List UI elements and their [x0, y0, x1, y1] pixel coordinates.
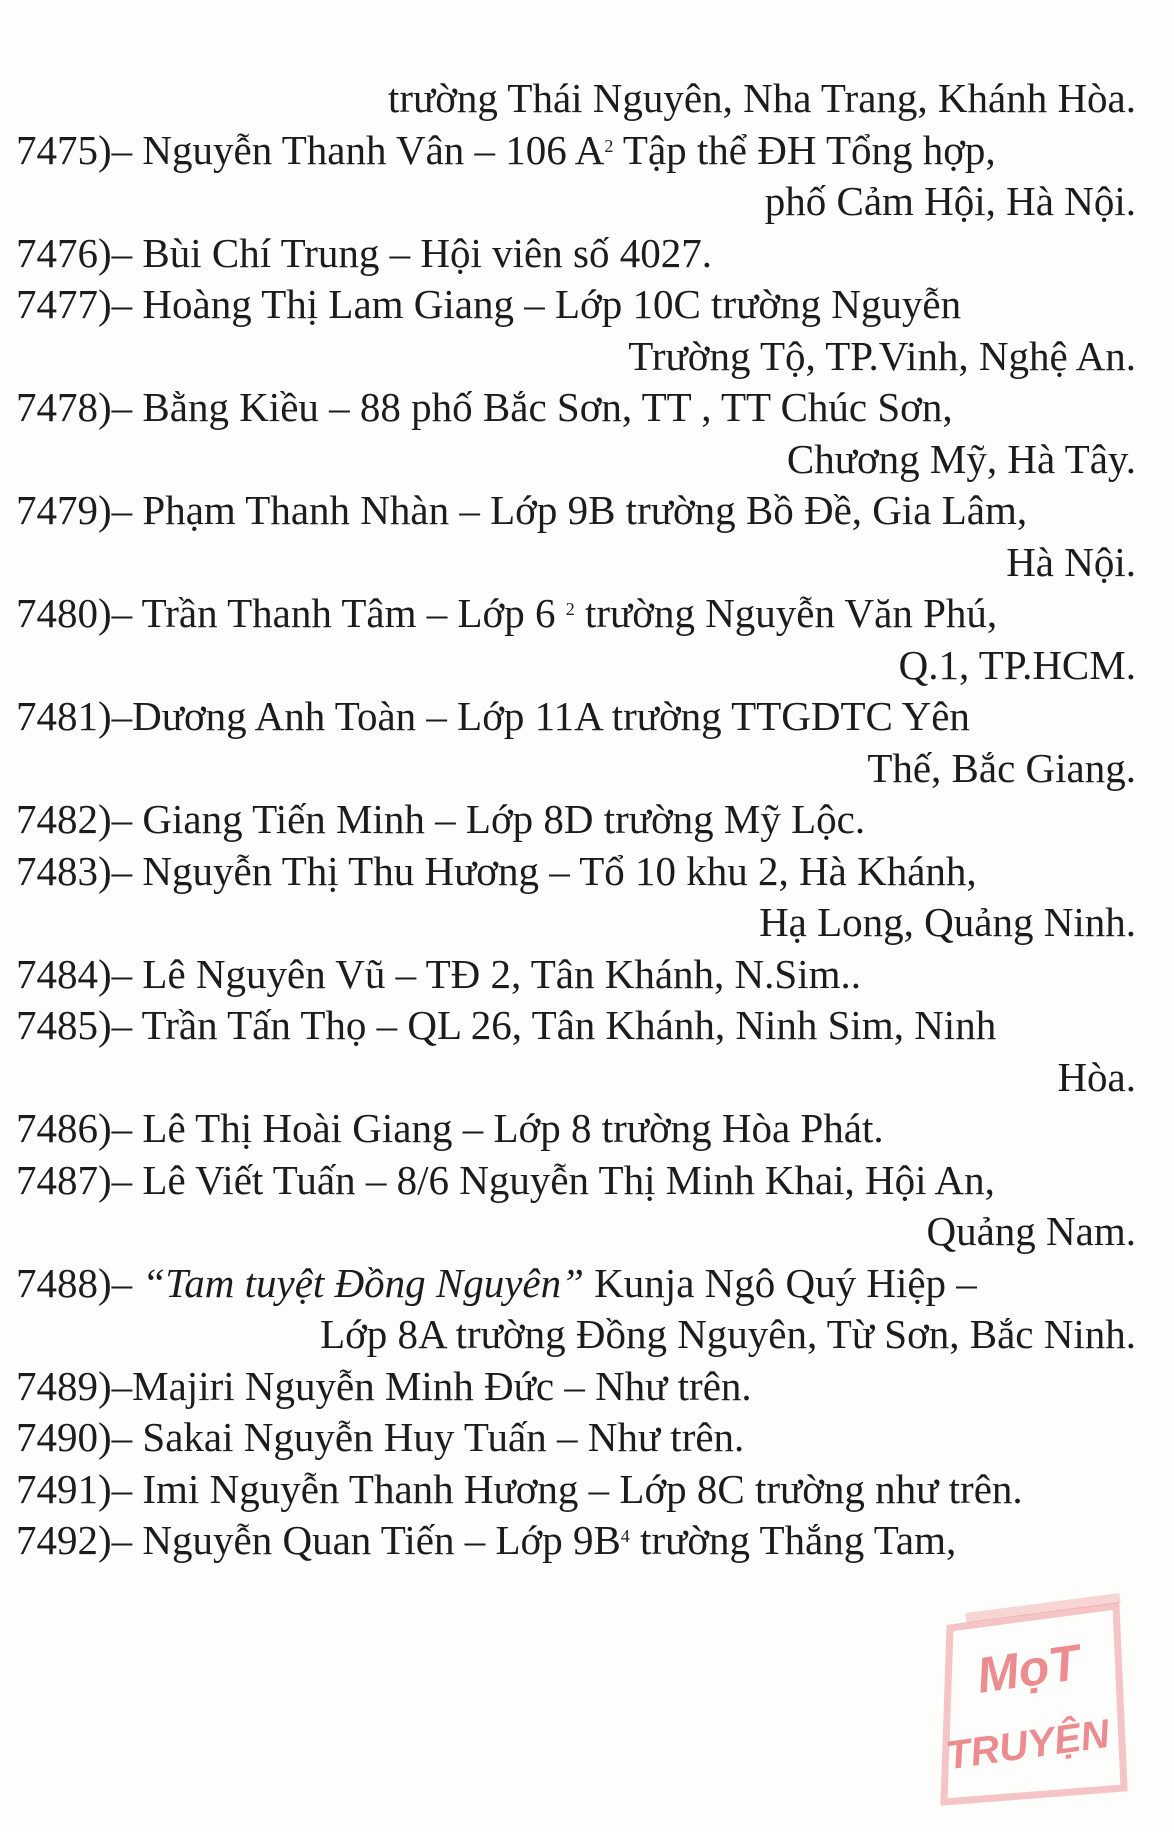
entry-number: 7481)–	[16, 693, 133, 739]
entry-number: 7487)–	[16, 1157, 133, 1203]
entry-7486	[16, 1098, 1136, 1158]
entry-number: 7480)–	[16, 590, 133, 636]
entry-7475-continuation	[0, 171, 1136, 231]
entry-text: Nguyễn Quan Tiến – Lớp 9B	[132, 1517, 621, 1563]
entry-number: 7490)–	[16, 1414, 133, 1460]
entry-7474-continuation	[0, 68, 1136, 128]
entry-number: 7489)–	[16, 1363, 133, 1409]
entry-number: 7492)–	[16, 1517, 133, 1563]
superscript: 2	[565, 599, 575, 619]
entry-text: Lê Thị Hoài Giang – Lớp 8 trường Hòa Phát.	[132, 1105, 884, 1151]
continuation-text: Chương Mỹ, Hà Tây.	[786, 436, 1136, 482]
entry-text: Majiri Nguyễn Minh Đức – Như trên.	[132, 1363, 752, 1409]
entry-text: Hoàng Thị Lam Giang – Lớp 10C trường Nguyễn	[132, 281, 962, 327]
watermark-logo	[920, 1588, 1136, 1820]
continuation-text: Hạ Long, Quảng Ninh.	[759, 899, 1136, 945]
entry-text: Imi Nguyễn Thanh Hương – Lớp 8C trường như trên.	[132, 1466, 1023, 1512]
entry-7477	[16, 274, 1136, 334]
entry-text: Trần Tấn Thọ – QL 26, Tân Khánh, Ninh Sim, Ninh	[132, 1002, 997, 1048]
continuation-text: Lớp 8A trường Đồng Nguyên, Từ Sơn, Bắc Ninh.	[320, 1311, 1136, 1357]
continuation-text: phố Cảm Hội, Hà Nội.	[764, 178, 1136, 224]
continuation-text: Trường Tộ, TP.Vinh, Nghệ An.	[628, 333, 1136, 379]
watermark-line-1: MọT	[973, 1634, 1083, 1704]
entry-text-rest: trường Nguyễn Văn Phú,	[574, 590, 998, 636]
entry-number: 7483)–	[16, 848, 133, 894]
entry-text: Bằng Kiều – 88 phố Bắc Sơn, TT , TT Chúc Sơn,	[132, 384, 953, 430]
entry-text: Dương Anh Toàn – Lớp 11A trường TTGDTC Yên	[132, 693, 970, 739]
superscript: 4	[620, 1526, 630, 1546]
entry-7488-continuation	[0, 1304, 1136, 1364]
entry-7478	[16, 377, 1136, 437]
entry-number: 7491)–	[16, 1466, 133, 1512]
entry-7490	[16, 1407, 1136, 1467]
entry-number: 7478)–	[16, 384, 133, 430]
entry-7482	[16, 789, 1136, 849]
entry-number: 7477)–	[16, 281, 133, 327]
entry-text-rest: Tập thể ĐH Tổng hợp,	[613, 127, 996, 173]
entry-text: Sakai Nguyễn Huy Tuấn – Như trên.	[132, 1414, 745, 1460]
entry-7487-continuation	[0, 1201, 1136, 1261]
continuation-text: Hòa.	[1057, 1054, 1136, 1100]
superscript: 2	[604, 136, 614, 156]
entry-number: 7479)–	[16, 487, 133, 533]
entry-7479	[16, 480, 1136, 540]
entry-text: Bùi Chí Trung – Hội viên số 4027.	[132, 230, 712, 276]
entry-number: 7484)–	[16, 951, 133, 997]
entry-italic-title: “Tam tuyệt Đồng Nguyên”	[132, 1260, 584, 1306]
entry-number: 7488)–	[16, 1260, 133, 1306]
entry-text: Nguyễn Thị Thu Hương – Tổ 10 khu 2, Hà Khánh,	[132, 848, 977, 894]
entry-7481	[16, 686, 1136, 746]
entry-text: Giang Tiến Minh – Lớp 8D trường Mỹ Lộc.	[132, 796, 866, 842]
entry-number: 7486)–	[16, 1105, 133, 1151]
entry-7492	[16, 1510, 1136, 1570]
continuation-text: Hà Nội.	[1006, 539, 1136, 585]
watermark-line-2: TRUYỆN	[943, 1711, 1113, 1779]
entry-text-rest: trường Thắng Tam,	[629, 1517, 957, 1563]
entry-7483-continuation	[0, 892, 1136, 952]
continuation-text: Q.1, TP.HCM.	[898, 642, 1136, 688]
entry-number: 7485)–	[16, 1002, 133, 1048]
continuation-text: Thế, Bắc Giang.	[867, 745, 1136, 791]
entry-text: Lê Viết Tuấn – 8/6 Nguyễn Thị Minh Khai, Hội An,	[132, 1157, 995, 1203]
entry-number: 7475)–	[16, 127, 133, 173]
entry-7480	[16, 583, 1136, 643]
entry-number: 7482)–	[16, 796, 133, 842]
entry-text: Nguyễn Thanh Vân – 106 A	[132, 127, 605, 173]
entry-7485	[16, 995, 1136, 1055]
continuation-text: trường Thái Nguyên, Nha Trang, Khánh Hòa.	[387, 75, 1136, 121]
entry-number: 7476)–	[16, 230, 133, 276]
entry-text: Trần Thanh Tâm – Lớp 6	[132, 590, 566, 636]
entry-text: Lê Nguyên Vũ – TĐ 2, Tân Khánh, N.Sim..	[132, 951, 861, 997]
entry-text: Phạm Thanh Nhàn – Lớp 9B trường Bồ Đề, Gia Lâm,	[132, 487, 1028, 533]
entry-text: Kunja Ngô Quý Hiệp –	[583, 1260, 977, 1306]
continuation-text: Quảng Nam.	[926, 1208, 1136, 1254]
